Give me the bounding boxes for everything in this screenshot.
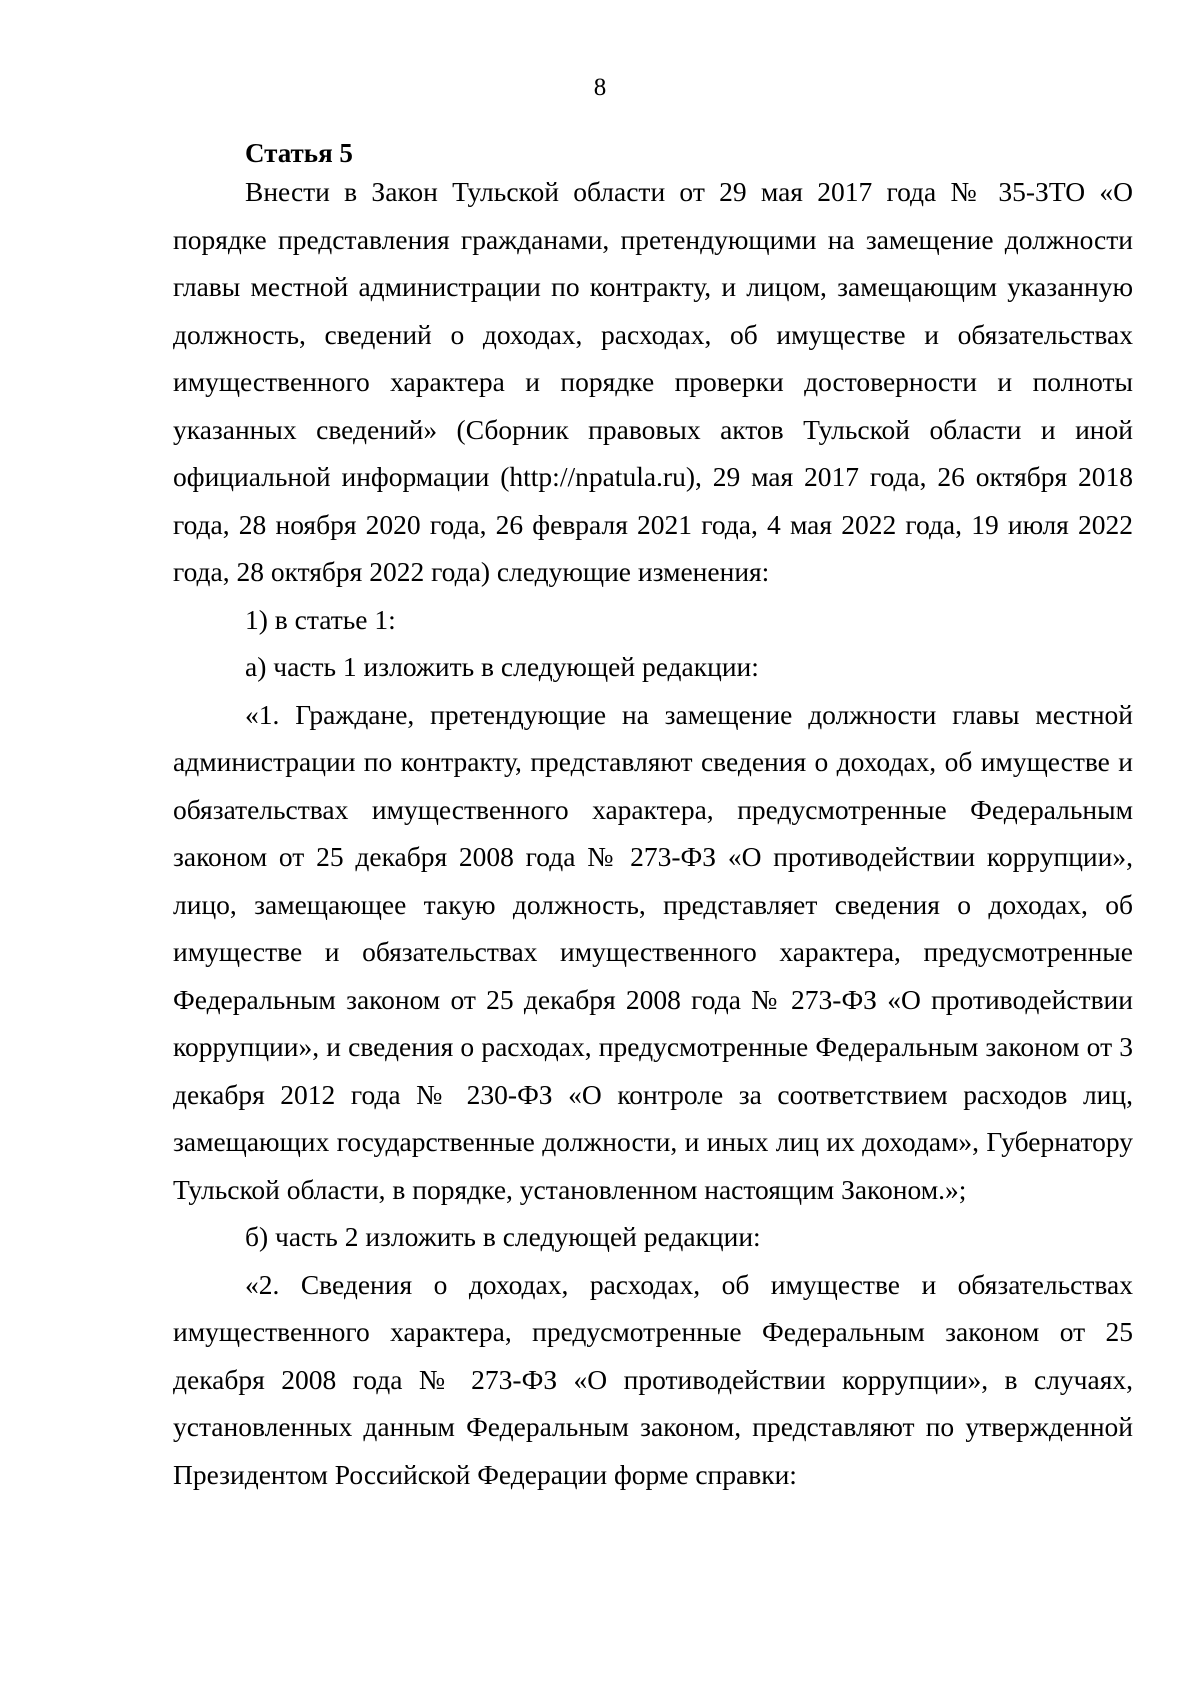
paragraph-quote-1: «1. Граждане, претендующие на замещение должности главы местной администрации по контракту, представляют сведения о доходах, об имуществе и обязательствах имущественного характера, предусмотренные Федеральным законом от 25 декабря 2008 года № 273-ФЗ «О противодействии коррупции», лицо, замещающее такую должность, представляет сведения о доходах, об имуществе и обязательствах имущественного характера, предусмотренные Федеральным законом от 25 декабря 2008 года № 273-ФЗ «О противодействии коррупции», и сведения о расходах, предусмотренные Федеральным законом от 3 декабря 2012 года № 230-ФЗ «О контроле за соответствием расходов лиц, замещающих государственные должности, и иных лиц их доходам», Губернатору Тульской области, в порядке, установленном настоящим Законом.»; <box>173 698 1133 1205</box>
paragraph-item-1: 1) в статье 1: <box>245 603 396 635</box>
paragraph-quote-2: «2. Сведения о доходах, расходах, об имуществе и обязательствах имущественного характера, предусмотренные Федеральным законом от 25 декабря 2008 года № 273-ФЗ «О противодействии коррупции», в случаях, установленных данным Федеральным законом, представляют по утвержденной Президентом Российской Федерации форме справки: <box>173 1268 1133 1490</box>
paragraph-intro: Внести в Закон Тульской области от 29 мая 2017 года № 35-ЗТО «О порядке представления гражданами, претендующими на замещение должности главы местной администрации по контракту, и лицом, замещающим указанную должность, сведений о доходах, расходах, об имуществе и обязательствах имущественного характера и порядке проверки достоверности и полноты указанных сведений» (Сборник правовых актов Тульской области и иной официальной информации (http://npatula.ru), 29 мая 2017 года, 26 октября 2018 года, 28 ноября 2020 года, 26 февраля 2021 года, 4 мая 2022 года, 19 июля 2022 года, 28 октября 2022 года) следующие изменения: <box>173 176 1133 587</box>
paragraph-item-1a: а) часть 1 изложить в следующей редакции: <box>245 651 759 682</box>
paragraph-item-1b: б) часть 2 изложить в следующей редакции: <box>245 1221 761 1252</box>
document-body <box>173 168 1133 1498</box>
page-number: 8 <box>593 74 607 101</box>
article-heading: Статья 5 <box>245 138 353 168</box>
